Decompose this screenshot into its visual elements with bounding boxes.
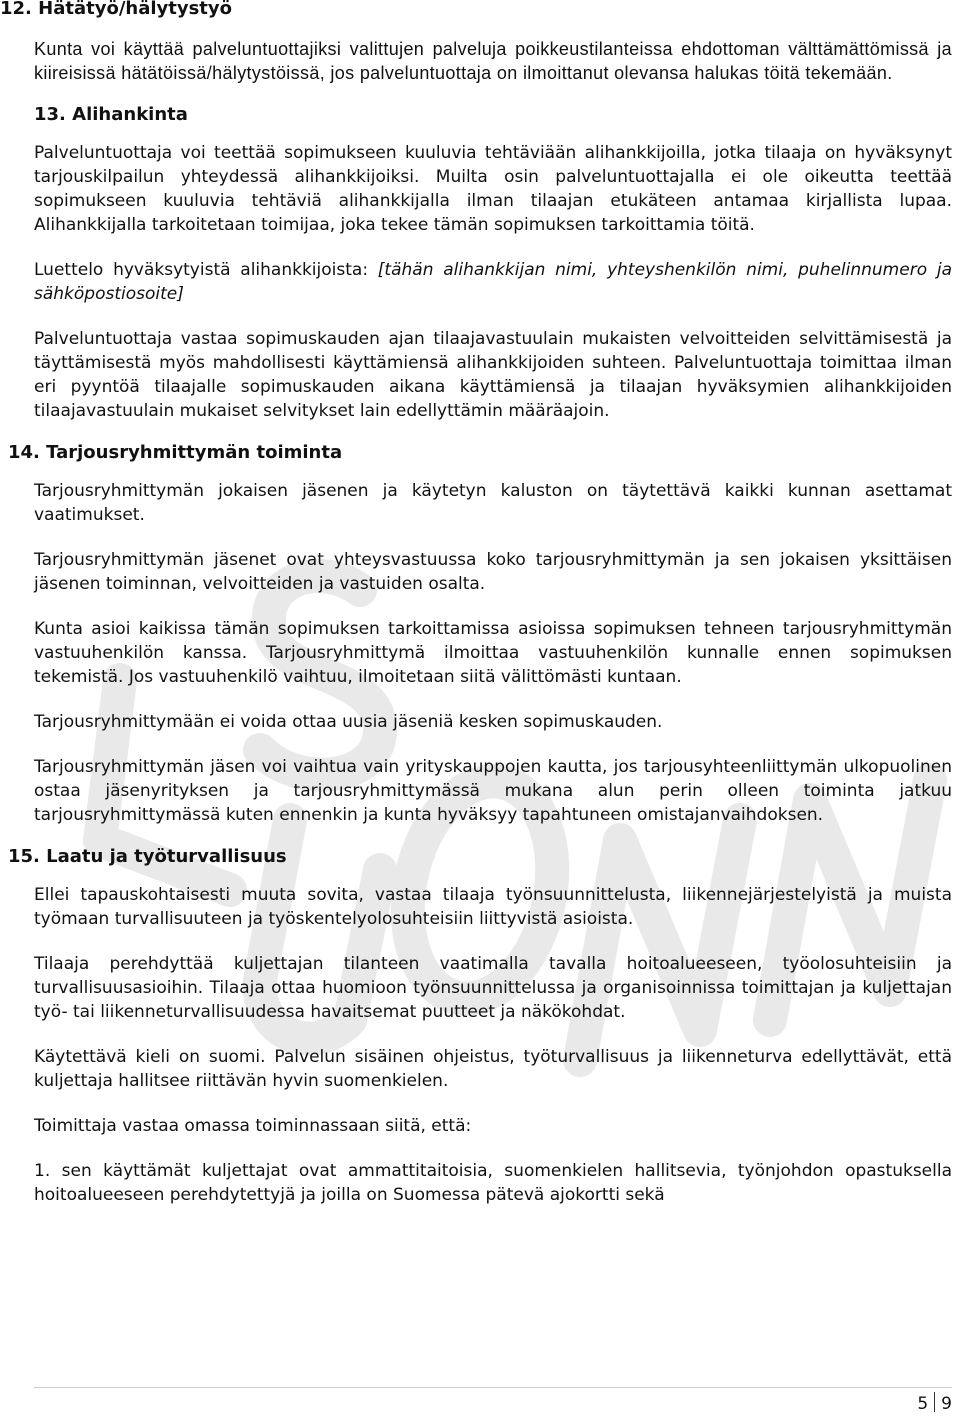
section-14-paragraph-4: Tarjousryhmittymään ei voida ottaa uusia jäseniä kesken sopimuskauden. bbox=[34, 712, 663, 732]
section-14-paragraph-3: Kunta asioi kaikissa tämän sopimuksen tarkoittamissa asioissa sopimuksen tehneen tarjousryhmittymän vastuuhenkilön kanssa. Tarjousryhmittymä ilmoittaa vastuuhenkilön kunnalle ennen sopimuksen tekemistä. Jos vastuuhenkilö vaihtuu, ilmoitetaan siitä välittömästi kuntaan. bbox=[34, 619, 952, 687]
section-13-paragraph-1: Palveluntuottaja voi teettää sopimukseen kuuluvia tehtäviään alihankkijoilla, jotka tilaaja on hyväksynyt tarjouskilpailun yhteydessä alihankkijoiksi. Muilta osin palveluntuottajalla ei ole oikeutta teettää sopimukseen kuuluvia tehtäviä alihankkijalla ilman tilaajan etukäteen antamaa kirjallista lupaa. Alihankkijalla tarkoitetaan toimijaa, joka tekee tämän sopimuksen tarkoittamia töitä. bbox=[34, 143, 952, 235]
section-14-heading: 14. Tarjousryhmittymän toiminta bbox=[8, 442, 343, 463]
section-15-paragraph-4: Toimittaja vastaa omassa toiminnassaan siitä, että: bbox=[34, 1116, 472, 1136]
section-14-paragraph-5: Tarjousryhmittymän jäsen voi vaihtua vain yrityskauppojen kautta, jos tarjousyhteenliittymän ulkopuolinen ostaa jäsenyrityksen ja tarjousryhmittymässä mukana alun perin olleen toiminta jatkuu tarjousryhmittymässä kuten ennenkin ja kunta hyväksyy tapahtuneen omistajanvaihdoksen. bbox=[34, 757, 952, 825]
footer-divider bbox=[34, 1387, 952, 1388]
section-15-heading: 15. Laatu ja työturvallisuus bbox=[8, 846, 287, 867]
section-15-paragraph-3: Käytettävä kieli on suomi. Palvelun sisäinen ohjeistus, työturvallisuus ja liikenneturva edellyttävät, että kuljettaja hallitsee riittävän hyvin suomenkielen. bbox=[34, 1047, 952, 1091]
section-13-paragraph-3: Palveluntuottaja vastaa sopimuskauden ajan tilaajavastuulain mukaisten velvoitteiden selvittämisestä ja täyttämisestä myös mahdollisesti käyttämiensä alihankkijoiden suhteen. Palveluntuottaja toimittaa ilman eri pyyntöä tilaajalle sopimuskauden aikana käyttämiensä ja tilaajan hyväksymien alihankkijoiden tilaajavastuulain mukaiset selvitykset lain edellyttämin määräajoin. bbox=[34, 329, 952, 421]
section-12-heading: 12. Hätätyö/hälytystyö bbox=[0, 0, 233, 19]
subcontractor-placeholder: [tähän alihankkijan nimi, yhteyshenkilön nimi, puhelinnumero ja sähköpostiosoite] bbox=[34, 260, 952, 304]
total-pages: 9 bbox=[941, 1394, 952, 1414]
section-13-heading: 13. Alihankinta bbox=[34, 104, 188, 125]
page-separator bbox=[934, 1392, 935, 1412]
subcontractor-list-lead: Luettelo hyväksytyistä alihankkijoista: bbox=[34, 260, 378, 280]
section-13-paragraph-2 bbox=[34, 258, 952, 306]
section-15-paragraph-1: Ellei tapauskohtaisesti muuta sovita, vastaa tilaaja työnsuunnittelusta, liikennejärjestelyistä ja muista työmaan turvallisuuteen ja työskentelyolosuhteisiin liittyvistä asioista. bbox=[34, 885, 952, 929]
current-page: 5 bbox=[917, 1394, 929, 1414]
section-12-paragraph-1: Kunta voi käyttää palveluntuottajiksi valittujen palveluja poikkeustilanteissa ehdottoman välttämättömissä ja kiireisissä hätätöissä/hälytystöissä, jos palveluntuottaja on ilmoittanut olevansa halukas töitä tekemään. bbox=[34, 39, 952, 83]
page-number bbox=[917, 1392, 952, 1415]
section-14-paragraph-2: Tarjousryhmittymän jäsenet ovat yhteysvastuussa koko tarjousryhmittymän ja sen jokaisen yksittäisen jäsenen toiminnan, velvoitteiden ja vastuiden osalta. bbox=[34, 550, 952, 594]
section-15-paragraph-2: Tilaaja perehdyttää kuljettajan tilanteen vaatimalla tavalla hoitoalueeseen, työolosuhteisiin ja turvallisuusasioihin. Tilaaja ottaa huomioon työnsuunnittelussa ja organisoinnissa toimittajan ja kuljettajan työ- tai liikenneturvallisuudessa havaitsemat puutteet ja näkökohdat. bbox=[34, 954, 952, 1022]
section-14-paragraph-1: Tarjousryhmittymän jokaisen jäsenen ja käytetyn kaluston on täytettävä kaikki kunnan asettamat vaatimukset. bbox=[34, 481, 952, 525]
section-15-list-item-1: 1. sen käyttämät kuljettajat ovat ammattitaitoisia, suomenkielen hallitsevia, työnjohdon opastuksella hoitoalueeseen perehdytettyjä ja joilla on Suomessa pätevä ajokortti sekä bbox=[34, 1161, 952, 1205]
